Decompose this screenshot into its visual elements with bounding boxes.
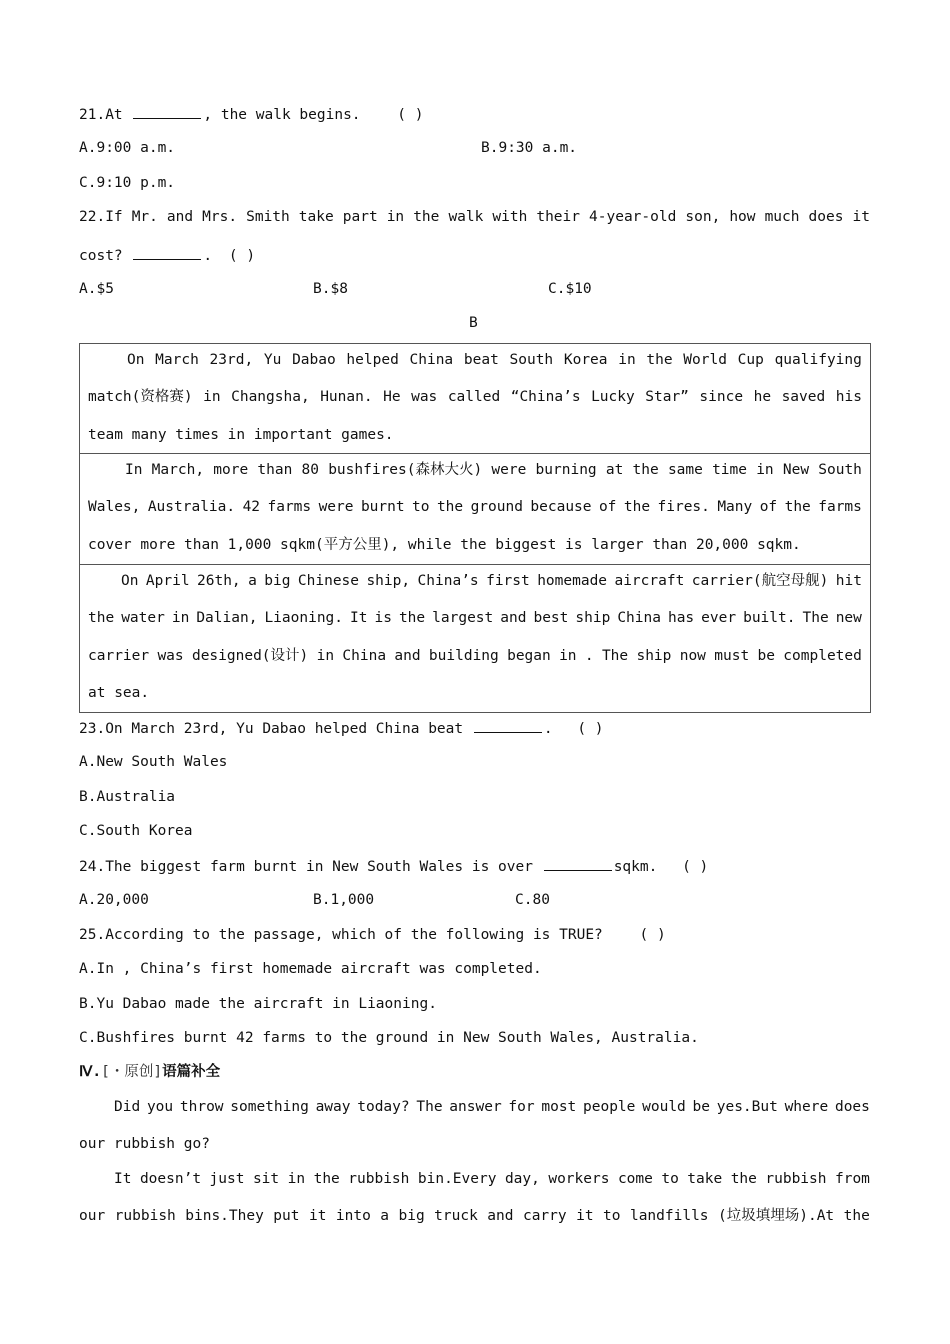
q25-option-c: C.Bushfires burnt 42 farms to the ground in New South Wales, Australia. (79, 1030, 699, 1046)
q24-option-a: A.20,000 (79, 892, 149, 908)
word: On (127, 352, 145, 368)
word: 26th, (197, 573, 241, 589)
answer-blank (133, 104, 201, 119)
question-21-stem: 21.At , the walk begins. ( ) (79, 104, 423, 125)
word: come (617, 1171, 653, 1187)
word: . (584, 648, 594, 664)
word: hit (835, 573, 862, 589)
word: ship (575, 610, 611, 626)
word: bushfires(森林大火) (328, 462, 483, 478)
word: the (398, 610, 426, 626)
passage-b-p2-line2 (88, 497, 862, 517)
word: of (598, 499, 617, 515)
question-23-stem: 23.On March 23rd, Yu Dabao helped China beat . ( ) (79, 718, 604, 739)
word: his (835, 389, 862, 405)
word: the (730, 1171, 757, 1187)
q23-option-a: A.New South Wales (79, 754, 228, 770)
word: away (315, 1099, 351, 1115)
word: in (559, 648, 577, 664)
q22-option-b: B.$8 (313, 281, 348, 297)
word: Many (717, 499, 753, 515)
passage-b-p3-line1 (121, 571, 862, 591)
word: the (843, 1208, 870, 1224)
word: take (298, 209, 334, 225)
q25-option-a: A.In , China’s first homemade aircraft was completed. (79, 961, 542, 977)
word: best (533, 610, 569, 626)
word: must (714, 648, 750, 664)
word: 4-year-old (589, 209, 677, 225)
word: and (166, 209, 194, 225)
word: and (500, 610, 527, 626)
word: much (764, 209, 800, 225)
q23-option-b: B.Australia (79, 789, 176, 805)
word: doesn’t (139, 1171, 202, 1187)
q21-option-b: B.9:30 a.m. (481, 140, 578, 156)
passage-b-p2-line3: cover more than 1,000 sqkm(平方公里), while the biggest is larger than 20,000 sqkm. (88, 537, 801, 553)
word: fires. (657, 499, 710, 515)
word: our (79, 1208, 106, 1224)
word: Yu (263, 352, 282, 368)
word: now (679, 648, 706, 664)
q23-option-c: C.South Korea (79, 823, 193, 839)
word: Liaoning. (264, 610, 344, 626)
passage-b-p1-line2 (88, 387, 862, 407)
word: the (646, 352, 673, 368)
word: walk (448, 209, 484, 225)
answer-blank (544, 856, 612, 871)
word: Hunan. (320, 389, 373, 405)
word: with (492, 209, 528, 225)
word: largest (432, 610, 494, 626)
word: called (447, 389, 501, 405)
word: Star” (645, 389, 689, 405)
passage-b-p1-line1 (127, 350, 862, 370)
word: he (753, 389, 772, 405)
word: of (759, 499, 778, 515)
word: bin.Every (417, 1171, 497, 1187)
word: match(资格赛) (88, 389, 193, 405)
word: put (273, 1208, 300, 1224)
passage-b-p1-line3: team many times in important games. (88, 427, 394, 443)
word: new (835, 610, 862, 626)
word: it (852, 209, 870, 225)
passage-b-p3-line3 (88, 646, 862, 666)
word: Australia. (147, 499, 236, 515)
word: does (834, 1099, 870, 1115)
word: from (834, 1171, 870, 1187)
q24-option-c: C.80 (515, 892, 550, 908)
q25-option-b: B.Yu Dabao made the aircraft in Liaoning. (79, 996, 437, 1012)
q22-option-a: A.$5 (79, 281, 114, 297)
word: has (667, 610, 695, 626)
word: in (618, 352, 636, 368)
word: “China’s (510, 389, 581, 405)
word: carry (522, 1208, 567, 1224)
word: into (335, 1208, 371, 1224)
word: son, (685, 209, 721, 225)
word: The (416, 1099, 443, 1115)
passage-4-p2-line2 (79, 1206, 870, 1226)
word: On (121, 573, 139, 589)
word: big (398, 1208, 425, 1224)
word: the (623, 499, 651, 515)
word: big (264, 573, 291, 589)
word: water (121, 610, 165, 626)
word: the (632, 462, 659, 478)
q21-option-c: C.9:10 p.m. (79, 175, 176, 191)
word: carrier (88, 648, 150, 664)
word: March, (151, 462, 205, 478)
passage-4-p1-line1 (114, 1097, 870, 1117)
passage-4-p1-line2: our rubbish go? (79, 1136, 210, 1152)
word: landfills (629, 1208, 709, 1224)
passage-b-divider (79, 564, 871, 565)
word: is (374, 610, 392, 626)
word: It (350, 610, 368, 626)
word: how (729, 209, 756, 225)
question-25-stem: 25.According to the passage, which of the following is TRUE? ( ) (79, 927, 666, 943)
answer-blank (133, 245, 201, 260)
word: rubbish (348, 1171, 410, 1187)
question-22-stem-line1 (79, 207, 870, 227)
word: was (157, 648, 184, 664)
word: March (155, 352, 199, 368)
passage-4-p2-line1 (114, 1169, 870, 1189)
word: more (213, 462, 249, 478)
word: Korea (563, 352, 608, 368)
word: ground (470, 499, 523, 515)
q22-option-c: C.$10 (548, 281, 592, 297)
word: China (342, 648, 387, 664)
word: were (491, 462, 527, 478)
word: It (114, 1171, 132, 1187)
word: Smith (246, 209, 290, 225)
word: 23rd, (209, 352, 254, 368)
passage-b-p3-line4: at sea. (88, 685, 150, 701)
word: because (530, 499, 592, 515)
word: China’s (417, 573, 479, 589)
word: rubbish (114, 1208, 176, 1224)
word: building (428, 648, 499, 664)
q24-option-b: B.1,000 (313, 892, 375, 908)
word: it (576, 1208, 594, 1224)
word: than (257, 462, 293, 478)
word: carrier(航空母舰) (691, 573, 829, 589)
word: Changsha, (231, 389, 310, 405)
word: completed (783, 648, 862, 664)
section-b-label: B (469, 315, 478, 331)
word: beat (463, 352, 499, 368)
word: workers (548, 1171, 610, 1187)
word: ever (701, 610, 737, 626)
word: saved (781, 389, 826, 405)
section-numeral: Ⅳ. (79, 1064, 102, 1080)
answer-paren: ( ) (639, 927, 666, 943)
word: day, (504, 1171, 540, 1187)
word: built. (743, 610, 796, 626)
word: at (605, 462, 624, 478)
passage-b-divider (79, 453, 871, 454)
word: South (818, 462, 862, 478)
word: Mrs. (202, 209, 238, 225)
word: farms (267, 499, 312, 515)
word: part (342, 209, 378, 225)
word: the (413, 209, 440, 225)
word: burning (535, 462, 597, 478)
answer-paren: ( ) (577, 721, 604, 737)
word: since (699, 389, 744, 405)
word: the (88, 610, 115, 626)
section-title: 语篇补全 (162, 1064, 221, 1080)
word: and (394, 648, 421, 664)
word: The (802, 610, 829, 626)
word: sit (252, 1171, 280, 1187)
word: time (712, 462, 747, 478)
answer-paren: ( ) (228, 248, 256, 264)
question-24-stem: 24.The biggest farm burnt in New South Wales is over sqkm. ( ) (79, 856, 708, 877)
word: China (409, 352, 454, 368)
word: just (209, 1171, 245, 1187)
answer-paren: ( ) (397, 107, 424, 123)
word: truck (434, 1208, 478, 1224)
word: were (318, 499, 354, 515)
word: the (313, 1171, 340, 1187)
word: Mr. (131, 209, 158, 225)
answer-paren: ( ) (682, 859, 709, 875)
word: burnt (360, 499, 405, 515)
word: in (316, 648, 335, 664)
word: the (436, 499, 464, 515)
word: Dabao (292, 352, 336, 368)
word: in (287, 1171, 306, 1187)
word: in (756, 462, 774, 478)
word: In (125, 462, 143, 478)
passage-b-p2-line1 (125, 460, 862, 480)
word: homemade (537, 573, 608, 589)
word: something (230, 1099, 309, 1115)
word: Wales, (88, 499, 141, 515)
word: rubbish (765, 1171, 827, 1187)
passage-b-box (79, 343, 871, 713)
word: Cup (737, 352, 764, 368)
word: today? (357, 1099, 410, 1115)
word: the (784, 499, 811, 515)
word: you (146, 1099, 174, 1115)
passage-b-p3-line2 (88, 608, 862, 628)
word: New (782, 462, 810, 478)
section-4-heading (79, 1062, 220, 1082)
word: in (203, 389, 221, 405)
word: designed(设计) (191, 648, 309, 664)
word: 22.If (79, 209, 123, 225)
word: ship, (366, 573, 411, 589)
word: in (386, 209, 405, 225)
word: bins.They (185, 1208, 264, 1224)
word: Chinese (297, 573, 360, 589)
word: and (487, 1208, 514, 1224)
word: Dalian, (196, 610, 258, 626)
q21-option-a: A.9:00 a.m. (79, 140, 176, 156)
word: same (667, 462, 703, 478)
word: for (508, 1099, 535, 1115)
word: 42 (242, 499, 261, 515)
word: was (411, 389, 438, 405)
word: China (617, 610, 661, 626)
word: people (583, 1099, 636, 1115)
word: a (248, 573, 257, 589)
word: be (757, 648, 775, 664)
word: first (486, 573, 530, 589)
word: aircraft (614, 573, 685, 589)
word: helped (346, 352, 399, 368)
word: South (509, 352, 554, 368)
word: World (683, 352, 727, 368)
word: to (661, 1171, 679, 1187)
word: qualifying (774, 352, 862, 368)
word: The (601, 648, 629, 664)
word: to (603, 1208, 621, 1224)
word: throw (179, 1099, 224, 1115)
question-22-stem-line2: cost? . ( ) (79, 245, 255, 266)
word: in (171, 610, 190, 626)
word: take (687, 1171, 723, 1187)
answer-blank (474, 718, 542, 733)
word: He (383, 389, 401, 405)
word: be (692, 1099, 710, 1115)
word: would (642, 1099, 686, 1115)
word: their (536, 209, 580, 225)
word: began (507, 648, 551, 664)
word: answer (449, 1099, 502, 1115)
word: ship (636, 648, 672, 664)
word: does (808, 209, 844, 225)
word: Did (114, 1099, 141, 1115)
word: it (308, 1208, 327, 1224)
word: where (784, 1099, 829, 1115)
section-tag: [・原创] (101, 1064, 163, 1080)
word: most (541, 1099, 577, 1115)
word: Lucky (591, 389, 635, 405)
word: 80 (301, 462, 319, 478)
word: farms (818, 499, 862, 515)
word: a (380, 1208, 390, 1224)
word: (垃圾填埋场).At (718, 1208, 835, 1224)
word: yes.But (716, 1099, 778, 1115)
word: to (412, 499, 430, 515)
word: April (145, 573, 190, 589)
